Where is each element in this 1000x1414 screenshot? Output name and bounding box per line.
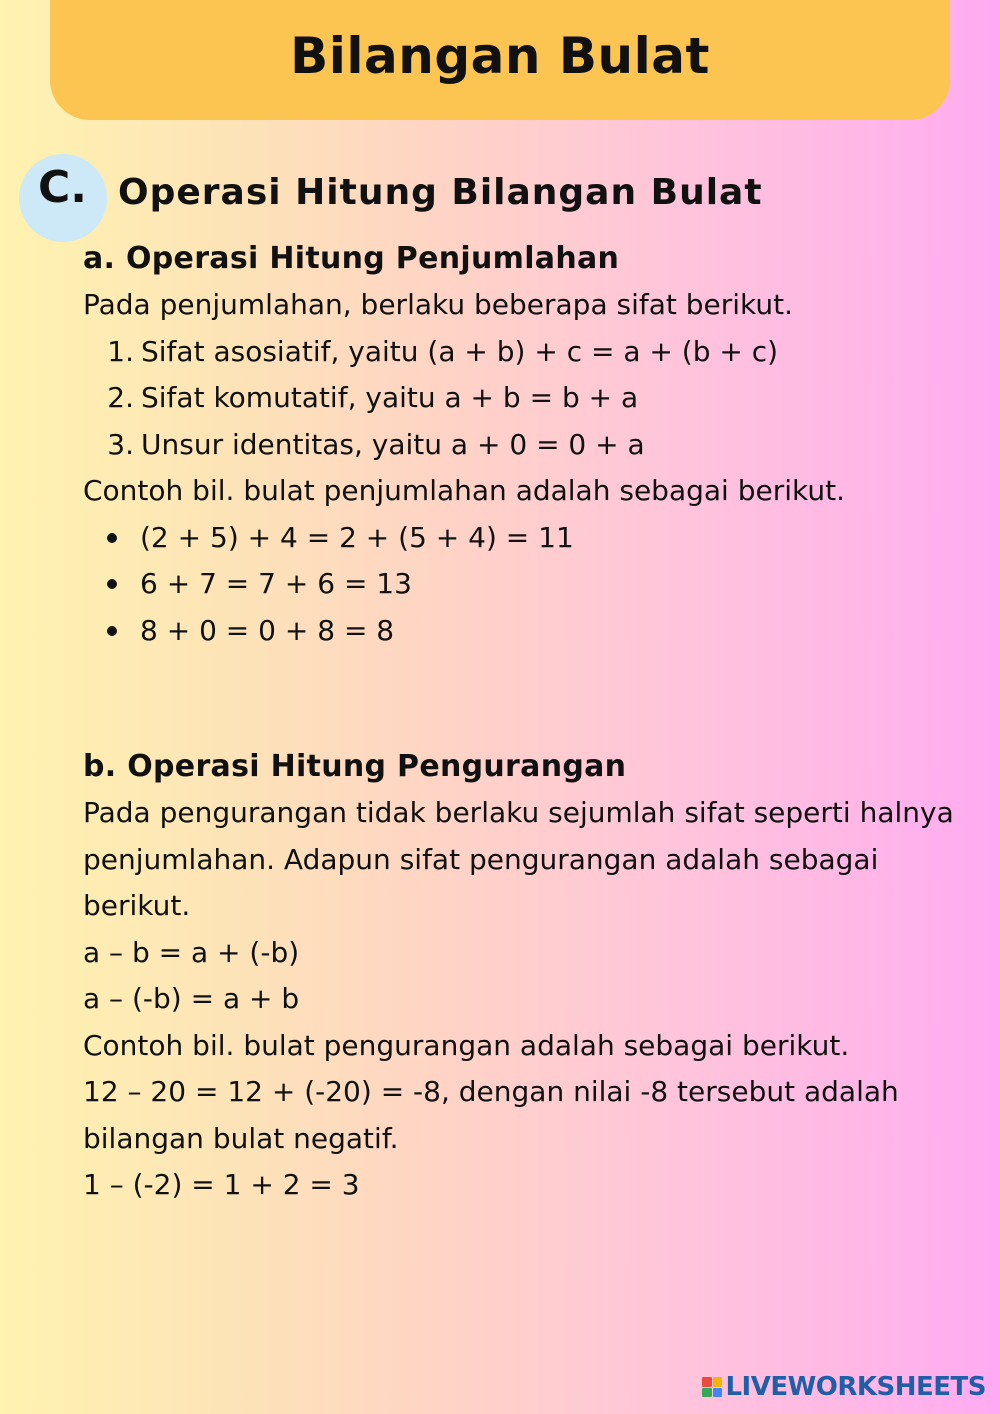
example-text: 6 + 7 = 7 + 6 = 13 [140,567,412,600]
part-b-line: a – (-b) = a + b [83,982,300,1015]
part-b-line: Pada pengurangan tidak berlaku sejumlah sifat seperti halnya [83,796,954,829]
part-b-line: 12 – 20 = 12 + (-20) = -8, dengan nilai -8 tersebut adalah [83,1075,899,1108]
bullet-icon [107,579,117,589]
part-a-example-intro: Contoh bil. bulat penjumlahan adalah sebagai berikut. [83,474,845,507]
list-item [83,375,973,422]
list-text: Sifat komutatif, yaitu a + b = b + a [141,381,639,414]
part-b-line: bilangan bulat negatif. [83,1121,399,1155]
list-item [83,515,973,562]
example-text: 8 + 0 = 0 + 8 = 8 [140,613,395,647]
list-item [83,561,973,608]
list-item [83,329,973,376]
part-a-heading: a. Operasi Hitung Penjumlahan [83,241,620,276]
liveworksheets-logo [702,1372,986,1402]
part-b-line: 1 – (-2) = 1 + 2 = 3 [83,1168,360,1201]
part-b-line: Contoh bil. bulat pengurangan adalah sebagai berikut. [83,1028,850,1062]
bullet-icon [107,533,117,543]
part-b-heading: b. Operasi Hitung Pengurangan [83,749,627,784]
section-letter: C. [38,162,88,213]
liveworksheets-logo-icon [702,1377,722,1397]
part-b-line: a – b = a + (-b) [83,935,300,969]
examples-list [83,515,973,655]
part-a-intro: Pada penjumlahan, berlaku beberapa sifat berikut. [83,288,794,321]
list-number: 1. [107,334,134,368]
list-item [83,422,973,469]
page-title: Bilangan Bulat [290,27,710,85]
list-text: Sifat asosiatif, yaitu (a + b) + c = a + (b + c) [141,334,779,368]
watermark-text: LIVEWORKSHEETS [725,1372,986,1402]
content [83,236,973,1209]
part-b-line: penjumlahan. Adapun sifat pengurangan adalah sebagai [83,842,879,876]
title-banner [50,0,950,120]
part-b-line: berikut. [83,889,191,922]
example-text: (2 + 5) + 4 = 2 + (5 + 4) = 11 [140,520,574,554]
properties-list [83,329,973,469]
list-number: 3. [107,427,134,461]
section-title: Operasi Hitung Bilangan Bulat [118,172,763,213]
list-number: 2. [107,381,134,414]
bullet-icon [107,626,117,636]
list-item [83,608,973,655]
list-text: Unsur identitas, yaitu a + 0 = 0 + a [141,427,645,461]
